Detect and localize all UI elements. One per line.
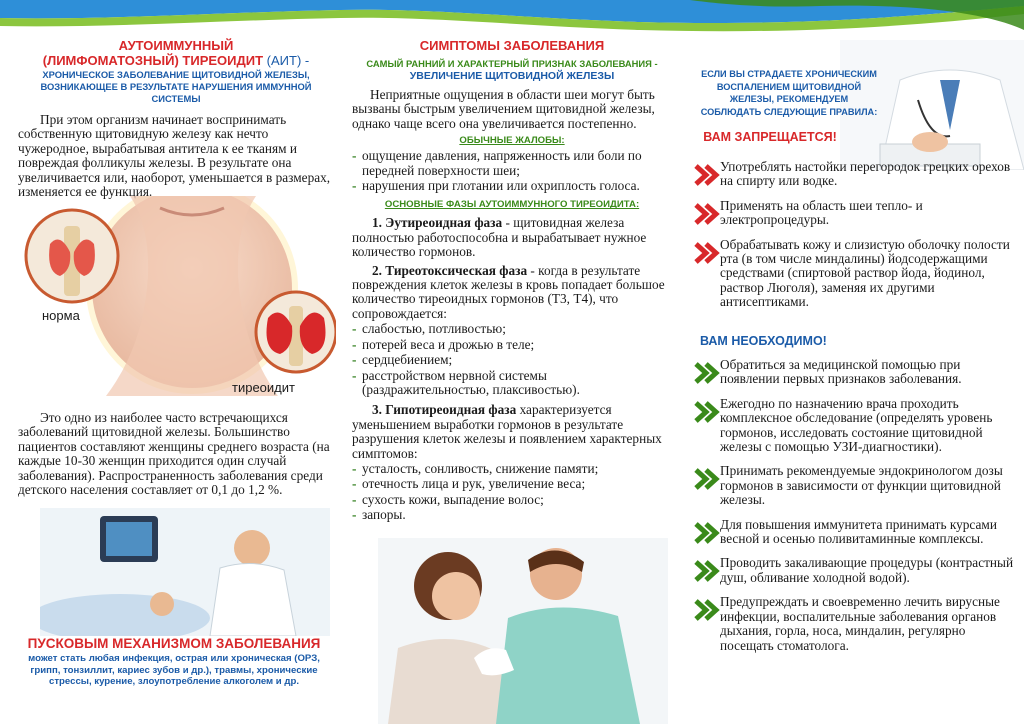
chevron-right-icon (692, 162, 720, 188)
col1-title-abbr: (АИТ) - (263, 53, 310, 68)
column-middle (352, 38, 672, 523)
col2-subtitle-blue: УВЕЛИЧЕНИЕ ЩИТОВИДНОЙ ЖЕЛЕЗЫ (409, 70, 615, 82)
top-decorative-band (0, 0, 1024, 40)
list-item: - потерей веса и дрожью в теле; (352, 336, 535, 352)
list-item: Принимать рекомендуемые эндокринологом дозы гормонов в зависимости от функции щитовидной железы. (692, 464, 1014, 507)
thyroid-illustration (20, 196, 336, 396)
chevron-right-icon (692, 201, 720, 227)
column-left (18, 38, 334, 199)
list-item: Обратиться за медицинской помощью при появлении первых признаков заболевания. (692, 358, 1014, 387)
col3-header-note-wrap (700, 68, 878, 118)
list-item: Обрабатывать кожу и слизистую оболочку полости рта (в том числе миндалины) йодсодержащими средствами (спиртовой раствор йода, йодинол, раствор Люголя), заменяя их другими антисептиками. (692, 238, 1014, 310)
list-item: Ежегодно по назначению врача проходить комплексное обследование (определять уровень гормонов, исследовать состояние щитовидной железы с помощью УЗИ-диагностики). (692, 397, 1014, 455)
chevron-right-icon (692, 360, 720, 386)
necessary-title: ВАМ НЕОБХОДИМО! (700, 334, 827, 348)
complaints-list (352, 149, 672, 193)
list-item: Употреблять настойки перегородок грецких орехов на спирту или водке. (692, 160, 1014, 189)
phases-title: ОСНОВНЫЕ ФАЗЫ АУТОИММУННОГО ТИРЕОИДИТА: (384, 199, 640, 211)
label-thyroiditis: тиреоидит (232, 380, 295, 395)
col2-subtitle-green: САМЫЙ РАННИЙ И ХАРАКТЕРНЫЙ ПРИЗНАК ЗАБОЛЕВАНИЯ - (366, 58, 658, 69)
col2-intro: Неприятные ощущения в области шеи могут быть вызваны быстрым увеличением щитовидной железы, однако чаще всего она увеличивается постепенно. (352, 87, 655, 131)
forbidden-title: ВАМ ЗАПРЕЩАЕТСЯ! (703, 130, 837, 144)
col2-title: СИМПТОМЫ ЗАБОЛЕВАНИЯ (419, 38, 605, 53)
chevron-right-icon (692, 520, 720, 546)
list-item: Предупреждать и своевременно лечить вирусные инфекции, воспалительные заболевания органов дыхания, горла, носа, миндалин, регулярно посещать стоматолога. (692, 595, 1014, 653)
chevron-right-icon (692, 466, 720, 492)
ultrasound-photo (40, 508, 330, 636)
complaints-title: ОБЫЧНЫЕ ЖАЛОБЫ: (459, 135, 565, 147)
col3-header-note: ЕСЛИ ВЫ СТРАДАЕТЕ ХРОНИЧЕСКИМ ВОСПАЛЕНИЕМ ЩИТОВИДНОЙ ЖЕЛЕЗЫ, РЕКОМЕНДУЕМ СОБЛЮДАТЬ СЛЕДУЮЩИЕ ПРАВИЛА: (700, 69, 878, 117)
list-item: - сердцебиением; (352, 352, 453, 368)
chevron-right-icon (692, 558, 720, 584)
list-item: - нарушения при глотании или охриплость голоса. (352, 178, 640, 194)
list-item: - слабостью, потливостью; (352, 321, 506, 337)
doctor-exam-photo (378, 538, 668, 724)
chevron-right-icon (692, 240, 720, 266)
trigger-text: может стать любая инфекция, острая или хроническая (ОРЗ, грипп, тонзиллит, кариес зубов и др.), травмы, хронические стрессы, курение, злоупотребление алкоголем и др. (28, 653, 320, 687)
phase-3-list (352, 462, 672, 523)
col1-title-line2: (ЛИМФОМАТОЗНЫЙ) ТИРЕОИДИТ (42, 53, 264, 68)
forbidden-list (692, 160, 1014, 320)
chevron-right-icon (692, 597, 720, 623)
list-item: - отечность лица и рук, увеличение веса; (352, 476, 586, 492)
list-item: - ощущение давления, напряженность или боли по передней поверхности шеи; (352, 148, 642, 178)
list-item: - усталость, сонливость, снижение памяти; (352, 460, 599, 476)
list-item: Для повышения иммунитета принимать курсами весной и осенью поливитаминные комплексы. (692, 518, 1014, 547)
list-item: - запоры. (352, 507, 406, 523)
col1-title (18, 38, 334, 68)
list-item: - расстройством нервной системы (раздражительностью, плаксивостью). (352, 367, 580, 397)
phase-2: 2. Тиреотоксическая фаза - когда в результате повреждения клеток железы в кровь попадает большое количество тиреоидных гормонов (Т3, Т4), что сопровождается: (352, 262, 665, 321)
necessary-list (692, 358, 1014, 663)
chevron-right-icon (692, 399, 720, 425)
forbidden-title-wrap (700, 130, 840, 144)
trigger-title: ПУСКОВЫМ МЕХАНИЗМОМ ЗАБОЛЕВАНИЯ (27, 636, 321, 651)
col1-subtitle: ХРОНИЧЕСКОЕ ЗАБОЛЕВАНИЕ ЩИТОВИДНОЙ ЖЕЛЕЗЫ, ВОЗНИКАЮЩЕЕ В РЕЗУЛЬТАТЕ НАРУШЕНИЯ ИММУННОЙ СИСТЕМЫ (40, 69, 312, 104)
label-norm: норма (42, 308, 80, 323)
phase-1: 1. Эутиреоидная фаза - щитовидная железа полностью работоспособна и вырабатывает нужное количество гормонов. (352, 215, 647, 260)
col1-paragraph-2-wrap (18, 411, 334, 497)
phase-2-list (352, 322, 672, 397)
list-item: Проводить закаливающие процедуры (контрастный душ, обливание холодной водой). (692, 556, 1014, 585)
col1-title-line1: АУТОИММУННЫЙ (118, 38, 234, 53)
list-item: Применять на область шеи тепло- и электропроцедуры. (692, 199, 1014, 228)
trigger-section (14, 636, 334, 688)
list-item: - сухость кожи, выпадение волос; (352, 491, 544, 507)
necessary-title-wrap (700, 334, 840, 348)
col1-paragraph-1: При этом организм начинает воспринимать собственную щитовидную железу как нечто чужеродное, вырабатывая антитела к ее тканям и повреждая фолликулы железы. В результате она увеличивается или, наоборот, уменьшается в размерах, изменяется ее функция. (18, 112, 331, 200)
col1-paragraph-2: Это одно из наиболее часто встречающихся заболеваний щитовидной железы. Большинство пациентов составляют женщины среднего возраста (на каждые 10-30 женщин приходится один случай заболевания). Распространенность заболевания среди детского населения составляет от 0,1 до 1,2 %. (18, 410, 330, 498)
phase-3: 3. Гипотиреоидная фаза характеризуется уменьшением выработки гормонов в результате разрушения клеток железы и появлением характерных симптомов: (352, 402, 662, 461)
